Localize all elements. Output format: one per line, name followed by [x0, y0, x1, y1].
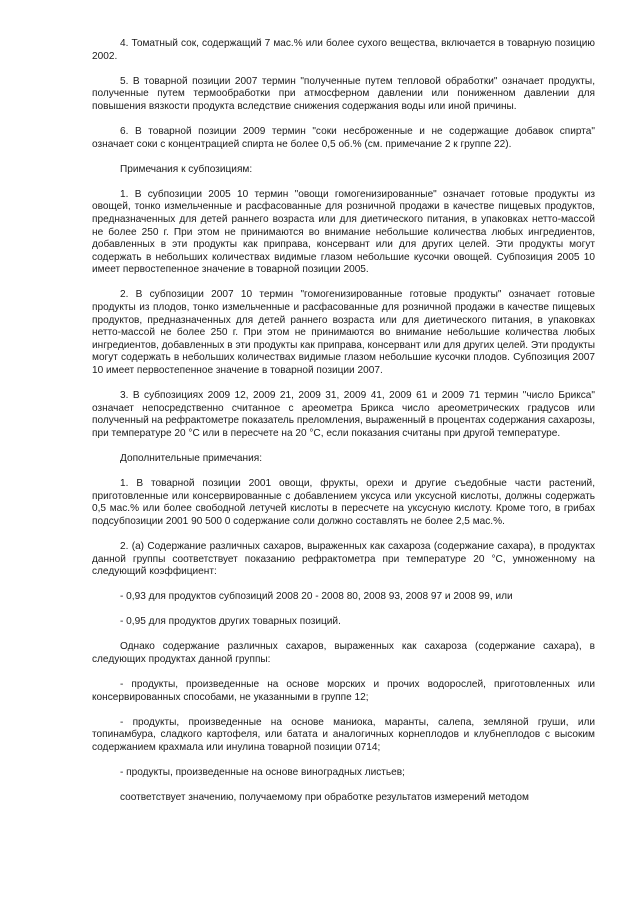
exception-intro: Однако содержание различных сахаров, выраженных как сахароза (содержание сахара), в следующих продуктах данной группы:: [92, 641, 595, 665]
exception-conclusion: соответствует значению, получаемому при обработке результатов измерений методом: [120, 792, 529, 804]
note-4-tomato-juice: 4. Томатный сок, содержащий 7 мас.% или более сухого вещества, включается в товарную позицию 2002.: [92, 38, 595, 62]
note-5-heading-2007: 5. В товарной позиции 2007 термин "полученные путем тепловой обработки" означает продукты, полученные путем термообработки при атмосферном давлении или пониженном давлении для повышения вязкости продукта вследствие снижения содержания воды или иной причины.: [92, 75, 595, 112]
additional-note-2a: 2. (а) Содержание различных сахаров, выраженных как сахароза (содержание сахара), в продуктах данной группы соответствует показанию рефрактометра при температуре 20 °C, умноженному на следующий коэффициент:: [92, 540, 595, 578]
subheading-note-1: 1. В субпозиции 2005 10 термин "овощи гомогенизированные" означает готовые продукты из овощей, тонко измельченные и расфасованные для розничной продажи в качестве пищевых продуктов, предназначенных для детей раннего возраста или для диетического питания, в упаковках нетто-массой не более 250 г. При этом не принимаются во внимание небольшие количества любых ингредиентов, добавленных в эти продукты как приправа, консервант или для других целей. Эти продукты могут содержать в небольших количествах видимые глазом небольшие кусочки овощей. Субпозиция 2005 10 имеет первостепенное значение в товарной позиции 2005.: [92, 188, 595, 276]
additional-note-1: 1. В товарной позиции 2001 овощи, фрукты, орехи и другие съедобные части растений, приготовленные или консервированные с добавлением уксуса или уксусной кислоты, должны содержать 0,5 мас.% или более свободной летучей кислоты в пересчете на уксусную кислоту. Кроме того, в грибах подсубпозиции 2001 90 500 0 содержание соли должно составлять не более 2,5 мас.%.: [92, 478, 595, 527]
coefficient-item-2: - 0,95 для продуктов других товарных позиций.: [120, 616, 341, 628]
coefficient-item-1: - 0,93 для продуктов субпозиций 2008 20 - 2008 80, 2008 93, 2008 97 и 2008 99, или: [120, 591, 513, 603]
additional-notes-title: Дополнительные примечания:: [120, 452, 262, 464]
exception-item-grape-leaves: - продукты, произведенные на основе виноградных листьев;: [120, 767, 405, 779]
note-6-heading-2009: 6. В товарной позиции 2009 термин "соки несброженные и не содержащие добавок спирта" означает соки с концентрацией спирта не более 0,5 об.% (см. примечание 2 к группе 22).: [92, 125, 595, 150]
document-page: [92, 38, 595, 805]
subheading-note-2: 2. В субпозиции 2007 10 термин "гомогенизированные готовые продукты" означает готовые продукты из плодов, тонко измельченные и расфасованные для розничной продажи в качестве пищевых продуктов, предназначенных для детей раннего возраста или для диетического питания, в упаковках нетто-массой не более 250 г. При этом не принимаются во внимание небольшие количества любых ингредиентов, добавленных в эти продукты как приправа, консервант или для других целей. Эти продукты могут содержать в небольших количествах видимые глазом небольшие кусочки плодов. Субпозиция 2007 10 имеет первостепенное значение в товарной позиции 2007.: [92, 289, 595, 376]
exception-item-roots: - продукты, произведенные на основе маниока, маранты, салепа, земляной груши, или топинамбура, сладкого картофеля, или батата и аналогичных корнеплодов и клубнеплодов с высоким содержанием крахмала или инулина товарной позиции 0714;: [92, 716, 595, 753]
subheading-notes-title: Примечания к субпозициям:: [120, 163, 253, 175]
subheading-note-3: 3. В субпозициях 2009 12, 2009 21, 2009 31, 2009 41, 2009 61 и 2009 71 термин "число Брикса" означает непосредственно считанное с ареометра Брикса число ареометрических градусов или полученный на рефрактометре показатель преломления, выраженный в процентах содержания сахарозы, при температуре 20 °C или в пересчете на 20 °C, если показания считаны при другой температуре.: [92, 390, 595, 439]
exception-item-seaweed: - продукты, произведенные на основе морских и прочих водорослей, приготовленных или консервированных способами, не указанными в группе 12;: [92, 679, 595, 703]
